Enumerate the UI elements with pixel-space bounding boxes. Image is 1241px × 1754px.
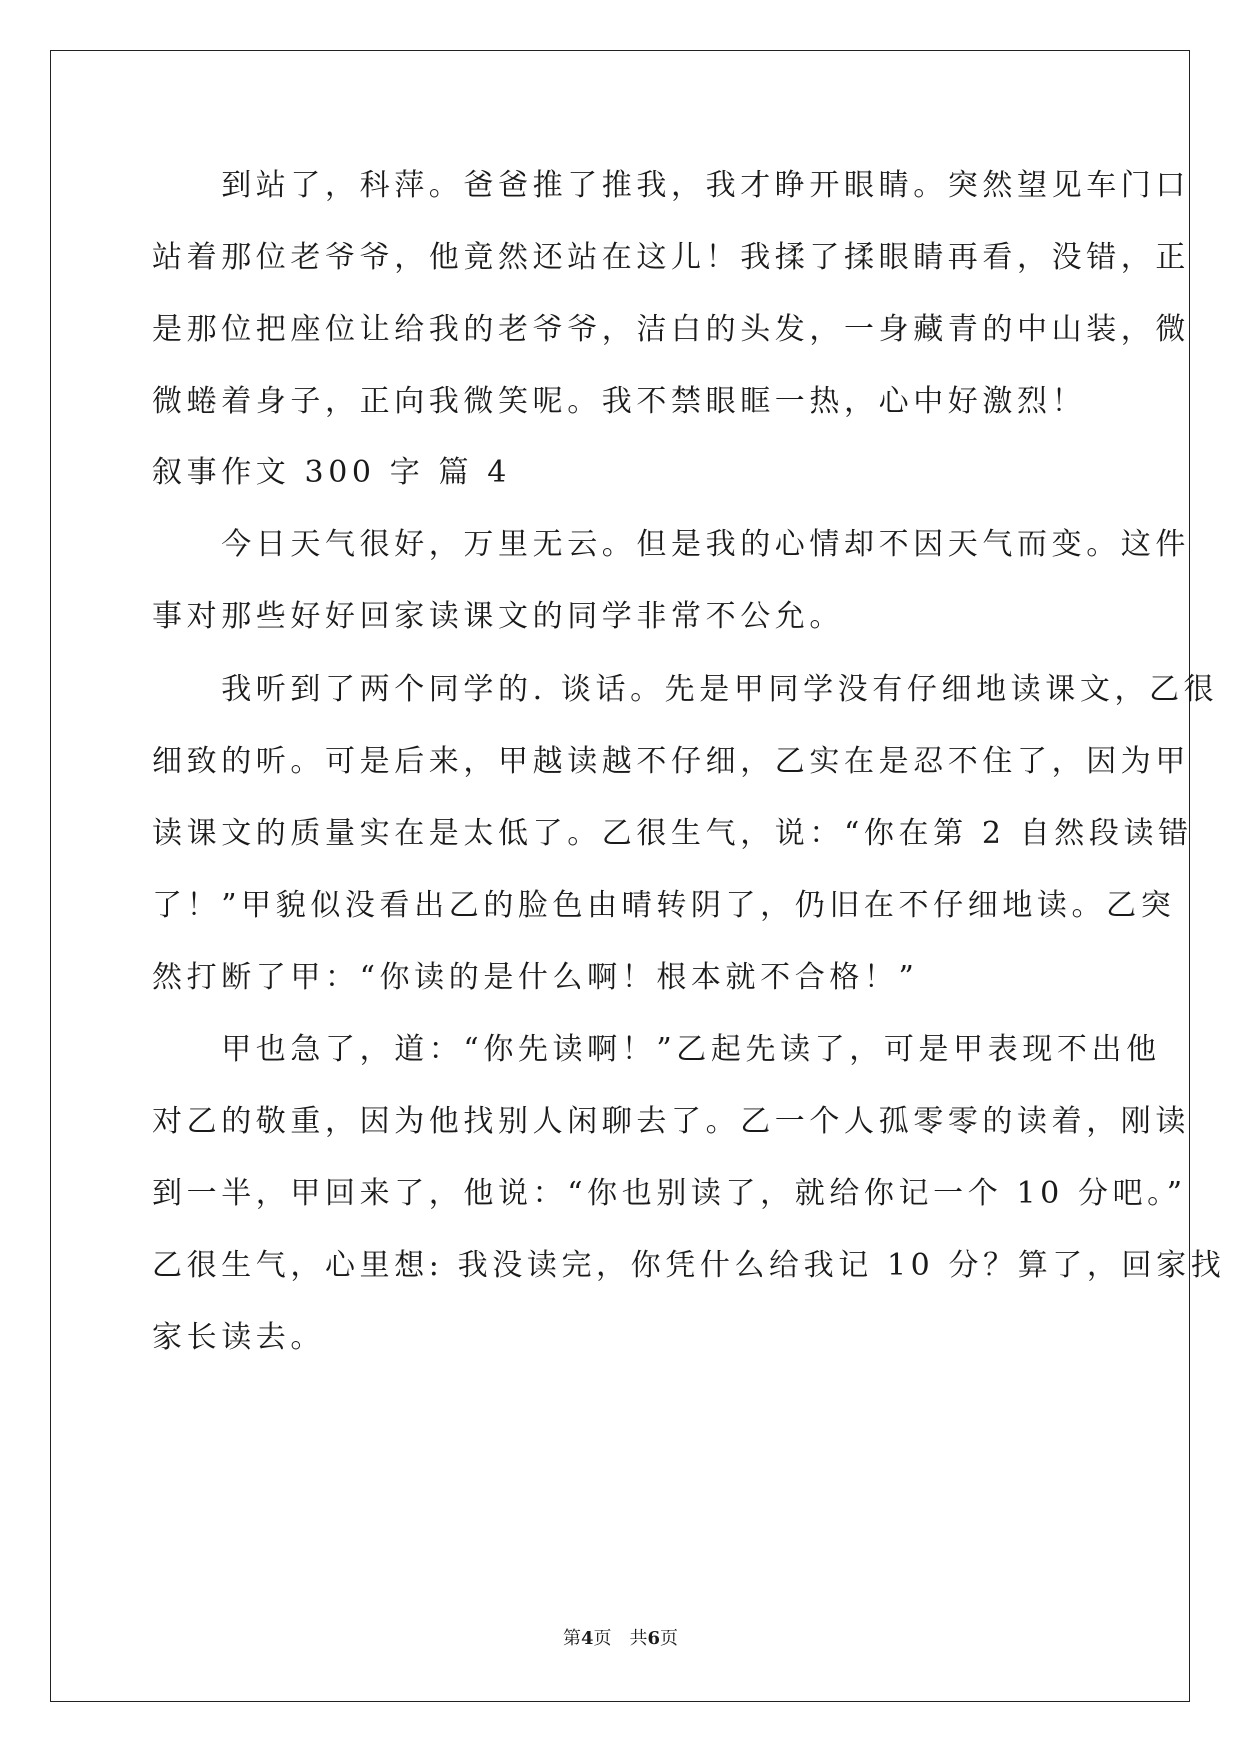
paragraph-line: 甲也急了，道：“你先读啊！”乙起先读了，可是甲表现不出他 (152, 1032, 1161, 1067)
paragraph-line: 读课文的质量实在是太低了。乙很生气，说：“你在第 2 自然段读错 (152, 816, 1193, 851)
page-suffix: 页 (660, 1628, 679, 1649)
paragraph-line: 是那位把座位让给我的老爷爷，洁白的头发，一身藏青的中山装，微 (152, 312, 1190, 347)
paragraph-line: 对乙的敬重，因为他找别人闲聊去了。乙一个人孤零零的读着，刚读 (152, 1104, 1190, 1139)
paragraph-line: 细致的听。可是后来，甲越读越不仔细，乙实在是忍不住了，因为甲 (152, 744, 1190, 779)
paragraph-line: 微蜷着身子，正向我微笑呢。我不禁眼眶一热，心中好激烈！ (152, 384, 1087, 419)
paragraph-line: 乙很生气，心里想: 我没读完，你凭什么给我记 10 分？算了，回家找 (152, 1248, 1226, 1283)
section-heading: 叙事作文 300 字 篇 4 (152, 455, 511, 490)
paragraph-line: 今日天气很好，万里无云。但是我的心情却不因天气而变。这件 (152, 527, 1190, 562)
page-prefix: 第 (562, 1628, 581, 1649)
paragraph-line: 然打断了甲：“你读的是什么啊！根本就不合格！” (152, 960, 919, 995)
page-border (50, 50, 1190, 1702)
paragraph-line: 到一半，甲回来了，他说：“你也别读了，就给你记一个 10 分吧。” (152, 1176, 1187, 1211)
paragraph-line: 事对那些好好回家读课文的同学非常不公允。 (152, 599, 844, 634)
paragraph-line: 到站了，科萍。爸爸推了推我，我才睁开眼睛。突然望见车门口 (152, 168, 1190, 203)
total-page-number: 6 (647, 1628, 661, 1649)
current-page-number: 4 (580, 1628, 594, 1649)
page-mid: 页 共 (593, 1628, 648, 1649)
page-footer (0, 1626, 1241, 1652)
paragraph-line: 站着那位老爷爷，他竟然还站在这儿！我揉了揉眼睛再看，没错，正 (152, 240, 1190, 275)
paragraph-line: 我听到了两个同学的. 谈话。先是甲同学没有仔细地读课文，乙很 (152, 672, 1219, 707)
paragraph-line: 了！”甲貌似没看出乙的脸色由晴转阴了，仍旧在不仔细地读。乙突 (152, 888, 1176, 923)
paragraph-line: 家长读去。 (152, 1320, 325, 1355)
